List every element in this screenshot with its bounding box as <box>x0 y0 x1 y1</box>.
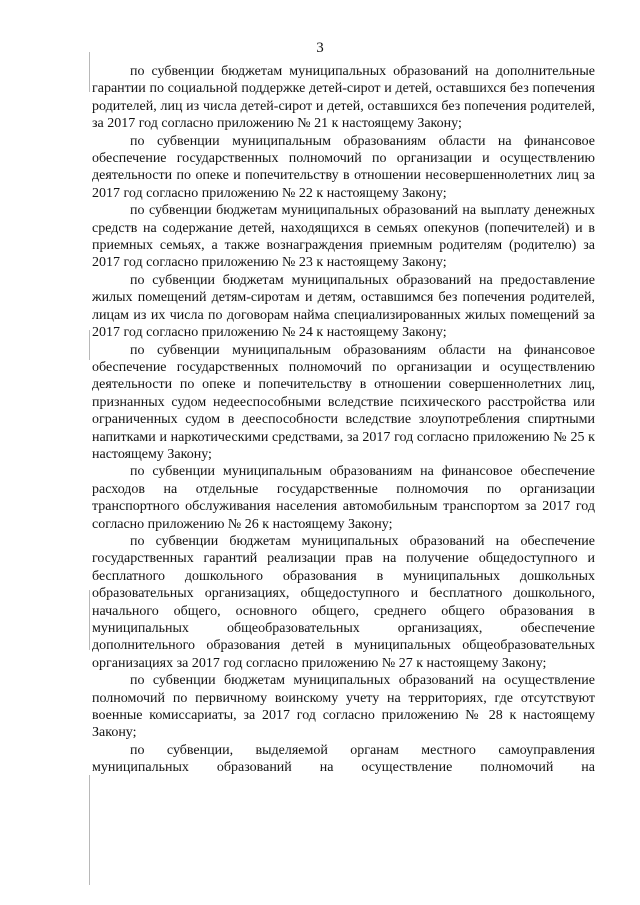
scan-margin-mark <box>89 590 90 650</box>
paragraph-subvention-23: по субвенции бюджетам муниципальных образований на выплату денежных средств на содержание детей, находящихся в семьях опекунов (попечителей) и в приемных семьях, а также вознаграждения приемным родителям (родителю) за 2017 год согласно приложению № 23 к настоящему Закону; <box>92 203 595 271</box>
document-body <box>92 63 595 777</box>
scan-margin-mark <box>89 330 90 360</box>
paragraph-subvention-28: по субвенции бюджетам муниципальных образований на осуществление полномочий по первичному воинскому учету на территориях, где отсутствуют военные комиссариаты, за 2017 год согласно приложению № 28 к настоящему Закону; <box>92 673 595 741</box>
paragraph-subvention-27: по субвенции бюджетам муниципальных образований на обеспечение государственных гарантий реализации прав на получение общедоступного и бесплатного дошкольного образования в муниципальных дошкольных образовательных организациях, общедоступного и бесплатного дошкольного, начального общего, основного общего, среднего общего образования в муниципальных общеобразовательных организациях, обеспечение дополнительного образования детей в муниципальных общеобразовательных организациях за 2017 год согласно приложению № 27 к настоящему Закону; <box>92 533 595 671</box>
scan-margin-mark <box>89 775 90 885</box>
scan-margin-mark <box>89 52 90 92</box>
paragraph-subvention-continued: по субвенции, выделяемой органам местного самоуправления муниципальных образований на осуществление полномочий на <box>92 742 595 776</box>
paragraph-subvention-22: по субвенции муниципальным образованиям области на финансовое обеспечение государственных полномочий по организации и осуществлению деятельности по опеке и попечительству в отношении несовершеннолетних лиц за 2017 год согласно приложению № 22 к настоящему Закону; <box>92 133 595 201</box>
paragraph-subvention-24: по субвенции бюджетам муниципальных образований на предоставление жилых помещений детям-сиротам и детям, оставшимся без попечения родителей, лицам из их числа по договорам найма специализированных жилых помещений за 2017 год согласно приложению № 24 к настоящему Закону; <box>92 272 595 341</box>
paragraph-subvention-26: по субвенции муниципальным образованиям на финансовое обеспечение расходов на отдельные государственные полномочия по организации транспортного обслуживания населения автомобильным транспортом за 2017 год согласно приложению № 26 к настоящему Закону; <box>92 464 595 532</box>
paragraph-subvention-21: по субвенции бюджетам муниципальных образований на дополнительные гарантии по социальной поддержке детей-сирот и детей, оставшихся без попечения родителей, лиц из числа детей-сирот и детей, оставшихся без попечения родителей, за 2017 год согласно приложению № 21 к настоящему Закону; <box>92 64 595 132</box>
paragraph-subvention-25: по субвенции муниципальным образованиям области на финансовое обеспечение государственных полномочий по организации и осуществлению деятельности по опеке и попечительству в отношении совершеннолетних лиц, признанных судом недееспособными вследствие психического расстройства или ограниченных судом в дееспособности вследствие злоупотребления спиртными напитками и наркотическими средствами, за 2017 год согласно приложению № 25 к настоящему Закону; <box>92 342 595 462</box>
page-number: 3 <box>316 40 324 56</box>
